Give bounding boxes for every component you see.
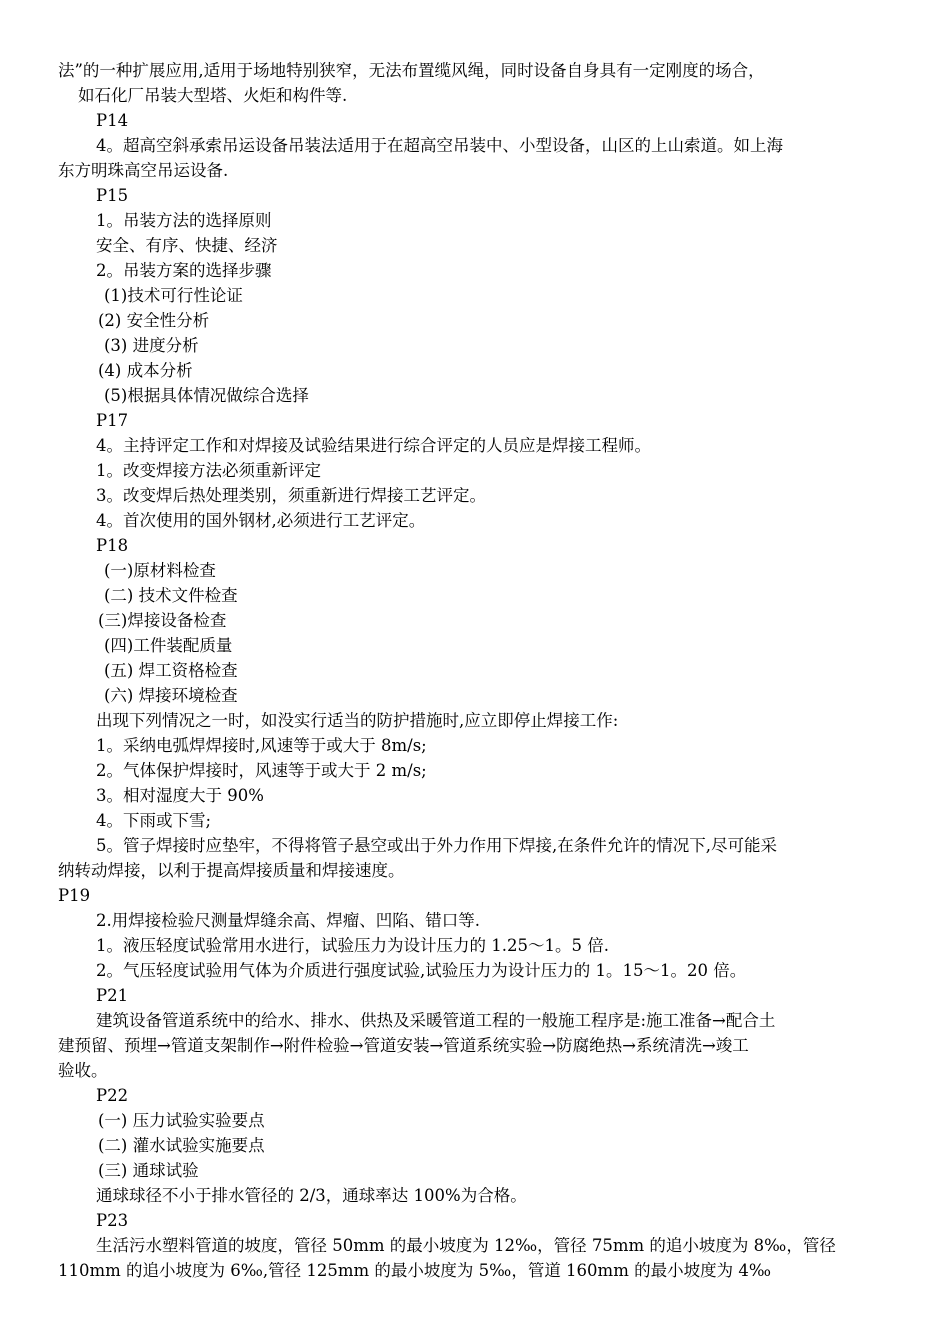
list-item: (一) 压力试验实验要点 <box>98 1111 265 1130</box>
text-line: 验收。 <box>58 1061 108 1080</box>
page-marker: P14 <box>96 111 129 130</box>
text-line: 1。液压轻度试验常用水进行，试验压力为设计压力的 1.25～1。5 倍. <box>96 936 609 955</box>
page-marker: P22 <box>96 1086 129 1105</box>
text-line: 东方明珠高空吊运设备. <box>58 161 229 180</box>
page-marker: P23 <box>96 1211 129 1230</box>
text-line: 2。气压轻度试验用气体为介质进行强度试验,试验压力为设计压力的 1。15～1。20 倍。 <box>96 961 747 980</box>
page-marker: P21 <box>96 986 129 1005</box>
text-line: 5。管子焊接时应垫牢，不得将管子悬空或出于外力作用下焊接,在条件允许的情况下,尽可能采 <box>96 836 777 855</box>
text-line: 法”的一种扩展应用,适用于场地特别狭窄，无法布置缆风绳，同时设备自身具有一定刚度的场合， <box>58 61 765 80</box>
list-item: (3) 进度分析 <box>104 336 199 355</box>
text-line: 生活污水塑料管道的坡度，管径 50mm 的最小坡度为 12‰，管径 75mm 的追小坡度为 8‰，管径 <box>96 1236 836 1255</box>
list-item: (二) 技术文件检查 <box>104 586 238 605</box>
text-line: 通球球径不小于排水管径的 2/3，通球率达 100%为合格。 <box>96 1186 527 1205</box>
list-item: (二) 灌水试验实施要点 <box>98 1136 265 1155</box>
text-line: 110mm 的追小坡度为 6‰,管径 125mm 的最小坡度为 5‰，管道 160mm 的最小坡度为 4‰ <box>58 1261 771 1280</box>
text-line: 4。主持评定工作和对焊接及试验结果进行综合评定的人员应是焊接工程师。 <box>96 436 651 455</box>
text-line: 建预留、预埋→管道支架制作→附件检验→管道安装→管道系统实验→防腐绝热→系统清洗→竣工 <box>58 1036 749 1055</box>
text-line: 安全、有序、快捷、经济 <box>96 236 278 255</box>
text-line: 4。超高空斜承索吊运设备吊装法适用于在超高空吊装中、小型设备，山区的上山索道。如上海 <box>96 136 783 155</box>
list-item: (1)技术可行性论证 <box>104 286 243 305</box>
list-item: (一)原材料检查 <box>104 561 216 580</box>
text-line: 3。相对湿度大于 90% <box>96 786 264 805</box>
list-item: (六) 焊接环境检查 <box>104 686 238 705</box>
text-line: 1。改变焊接方法必须重新评定 <box>96 461 321 480</box>
text-line: 2.用焊接检验尺测量焊缝余高、焊瘤、凹陷、错口等. <box>96 911 480 930</box>
list-item: (4) 成本分析 <box>98 361 193 380</box>
list-item: (四)工件装配质量 <box>104 636 233 655</box>
page-marker: P17 <box>96 411 129 430</box>
text-line: 2。气体保护焊接时，风速等于或大于 2 m/s; <box>96 761 427 780</box>
text-line: 出现下列情况之一时，如没实行适当的防护措施时,应立即停止焊接工作: <box>96 711 619 730</box>
text-line: 4。下雨或下雪; <box>96 811 212 830</box>
page-marker: P19 <box>58 886 91 905</box>
text-line: 建筑设备管道系统中的给水、排水、供热及采暖管道工程的一般施工程序是:施工准备→配合土 <box>96 1011 776 1030</box>
text-line: 4。首次使用的国外钢材,必须进行工艺评定。 <box>96 511 426 530</box>
text-line: 2。吊装方案的选择步骤 <box>96 261 272 280</box>
list-item: (2) 安全性分析 <box>98 311 210 330</box>
text-line: 1。吊装方法的选择原则 <box>96 211 272 230</box>
list-item: (三) 通球试验 <box>98 1161 199 1180</box>
page-marker: P18 <box>96 536 129 555</box>
list-item: (五) 焊工资格检查 <box>104 661 238 680</box>
page-marker: P15 <box>96 186 129 205</box>
list-item: (5)根据具体情况做综合选择 <box>104 386 309 405</box>
text-line: 1。采纳电弧焊焊接时,风速等于或大于 8m/s; <box>96 736 427 755</box>
list-item: (三)焊接设备检查 <box>98 611 227 630</box>
text-line: 如石化厂吊装大型塔、火炬和构件等. <box>78 86 348 105</box>
text-line: 纳转动焊接，以利于提高焊接质量和焊接速度。 <box>58 861 405 880</box>
text-line: 3。改变焊后热处理类别，须重新进行焊接工艺评定。 <box>96 486 486 505</box>
